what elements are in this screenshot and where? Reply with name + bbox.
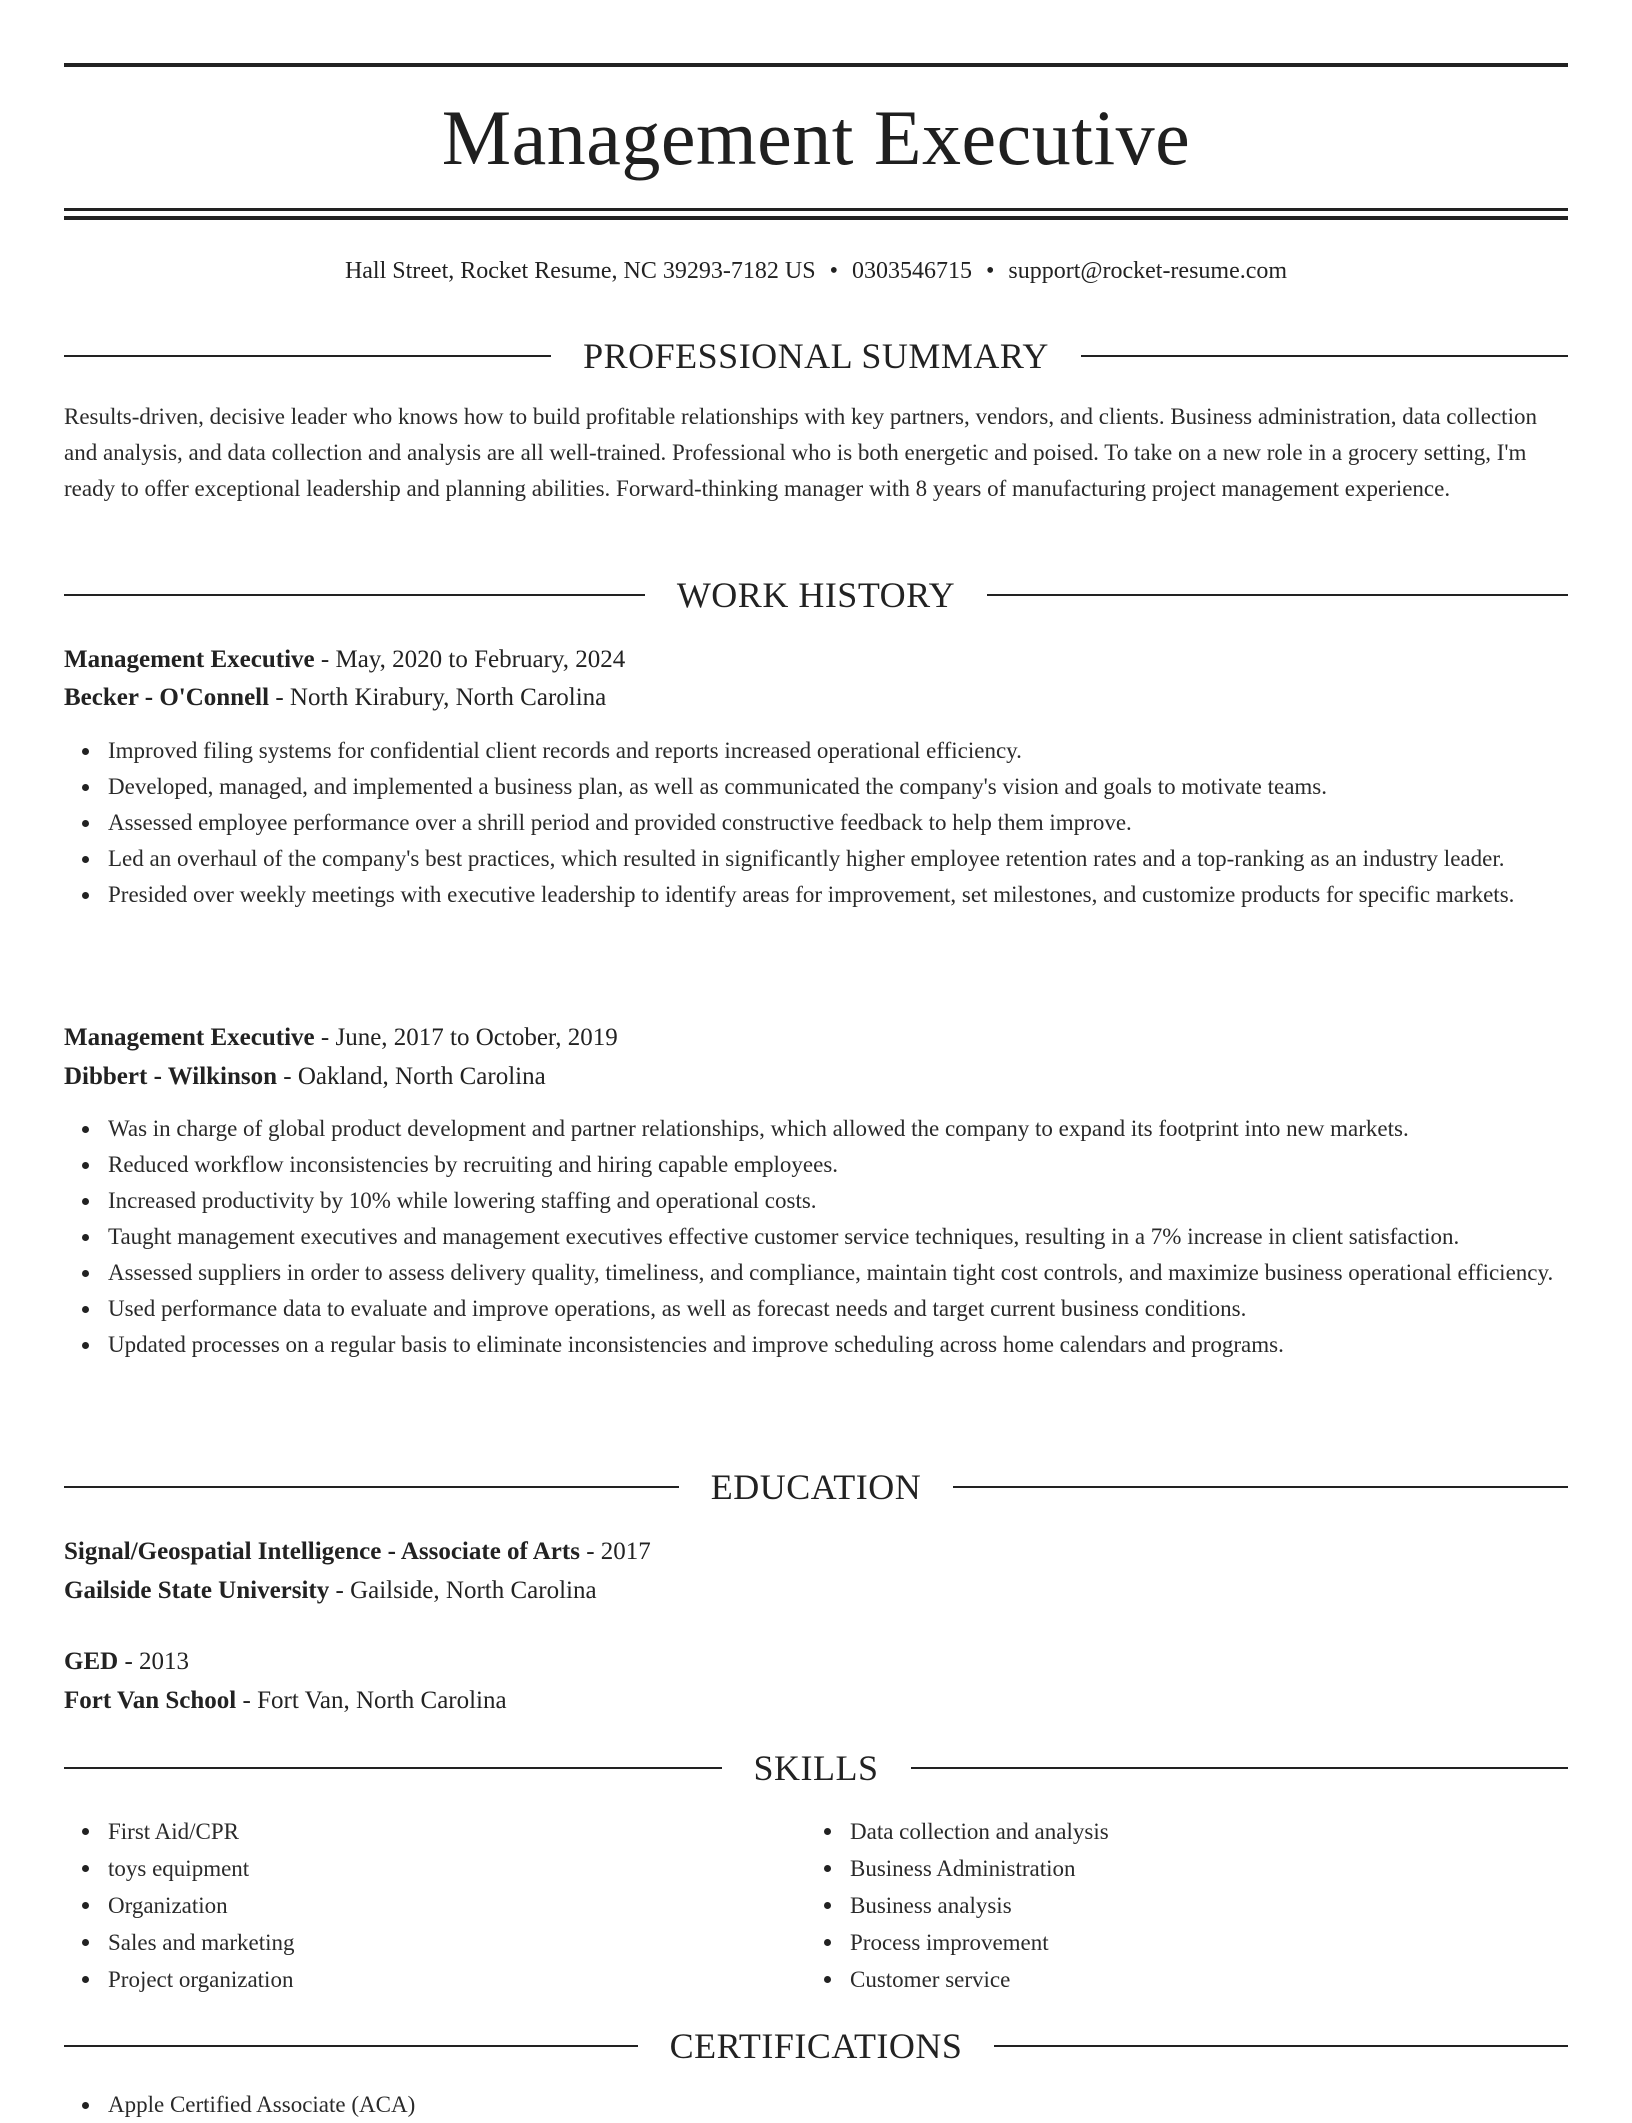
- education-degree-line: [64, 1532, 1568, 1571]
- contact-phone: 0303546715: [851, 258, 972, 284]
- job-title: Management Executive: [64, 646, 315, 673]
- heading-rule-right: [994, 2045, 1568, 2047]
- job-title-line: [64, 640, 1568, 679]
- education-degree: Signal/Geospatial Intelligence - Associate of Arts: [64, 1538, 580, 1565]
- list-item: Data collection and analysis: [850, 1813, 1550, 1850]
- list-item: Presided over weekly meetings with executive leadership to identify areas for improvement, set milestones, and customize products for specific markets.: [108, 877, 1568, 913]
- job-company: Dibbert - Wilkinson: [64, 1063, 278, 1090]
- job-dates: - June, 2017 to October, 2019: [314, 1024, 618, 1051]
- contact-separator: •: [985, 258, 995, 284]
- education-location: - Fort Van, North Carolina: [236, 1687, 507, 1714]
- list-item: Developed, managed, and implemented a business plan, as well as communicated the company's vision and goals to motivate teams.: [108, 769, 1568, 805]
- contact-address: Hall Street, Rocket Resume, NC 39293-7182 US: [344, 258, 816, 284]
- job-bullets: [64, 1111, 1568, 1363]
- list-item: Assessed suppliers in order to assess delivery quality, timeliness, and compliance, maintain tight cost controls, and maximize business operational efficiency.: [108, 1255, 1568, 1291]
- list-item: Business Administration: [850, 1850, 1550, 1887]
- job-company-line: [64, 1057, 1568, 1096]
- section-title: EDUCATION: [710, 1467, 922, 1507]
- skills-heading: [64, 1746, 1568, 1790]
- section-title: PROFESSIONAL SUMMARY: [583, 336, 1049, 376]
- header-rule-upper: [64, 208, 1568, 211]
- job-location: - North Kirabury, North Carolina: [269, 684, 607, 711]
- heading-rule-left: [64, 594, 645, 596]
- contact-email: support@rocket-resume.com: [1008, 258, 1288, 284]
- summary-heading: [64, 334, 1568, 378]
- list-item: Assessed employee performance over a shrill period and provided constructive feedback to help them improve.: [108, 805, 1568, 841]
- list-item: First Aid/CPR: [108, 1813, 808, 1850]
- list-item: Led an overhaul of the company's best practices, which resulted in significantly higher employee retention rates and a top-ranking as an industry leader.: [108, 841, 1568, 877]
- education-location: - Gailside, North Carolina: [329, 1577, 597, 1604]
- list-item: Increased productivity by 10% while lowering staffing and operational costs.: [108, 1183, 1568, 1219]
- heading-rule-left: [64, 2045, 638, 2047]
- education-school-line: [64, 1571, 1568, 1610]
- list-item: Reduced workflow inconsistencies by recruiting and hiring capable employees.: [108, 1147, 1568, 1183]
- list-item: Updated processes on a regular basis to eliminate inconsistencies and improve scheduling across home calendars and programs.: [108, 1327, 1568, 1363]
- list-item: Improved filing systems for confidential client records and reports increased operational efficiency.: [108, 733, 1568, 769]
- heading-rule-right: [911, 1767, 1569, 1769]
- section-title: WORK HISTORY: [676, 575, 956, 615]
- job-title-line: [64, 1018, 1568, 1057]
- job-title: Management Executive: [64, 1024, 315, 1051]
- education-year: - 2013: [118, 1648, 190, 1675]
- section-title: CERTIFICATIONS: [669, 2026, 963, 2066]
- education-school-line: [64, 1681, 1568, 1720]
- job-dates: - May, 2020 to February, 2024: [314, 646, 626, 673]
- job-bullets: [64, 733, 1568, 913]
- summary-text: Results-driven, decisive leader who knows how to build profitable relationships with key partners, vendors, and clients. Business administration, data collection and analysis, and data collection and analysis are all well-trained. Professional who is both energetic and poised. To take on a new role in a grocery setting, I'm ready to offer exceptional leadership and planning abilities. Forward-thinking manager with 8 years of manufacturing project management experience.: [64, 404, 1537, 501]
- job-company: Becker - O'Connell: [64, 684, 270, 711]
- header-rule-lower: [64, 216, 1568, 220]
- heading-rule-left: [64, 355, 551, 357]
- list-item: Used performance data to evaluate and improve operations, as well as forecast needs and target current business conditions.: [108, 1291, 1568, 1327]
- list-item: toys equipment: [108, 1850, 808, 1887]
- heading-rule-right: [987, 594, 1568, 596]
- heading-rule-right: [1081, 355, 1568, 357]
- list-item: Sales and marketing: [108, 1924, 808, 1961]
- list-item: Taught management executives and management executives effective customer service techniques, resulting in a 7% increase in client satisfaction.: [108, 1219, 1568, 1255]
- education-school: Fort Van School: [64, 1687, 237, 1714]
- certifications-list: [64, 2087, 1568, 2123]
- section-title: SKILLS: [753, 1748, 879, 1788]
- job-location: - Oakland, North Carolina: [277, 1063, 546, 1090]
- list-item: Project organization: [108, 1961, 808, 1998]
- heading-rule-right: [953, 1486, 1568, 1488]
- list-item: Customer service: [850, 1961, 1550, 1998]
- list-item: Business analysis: [850, 1887, 1550, 1924]
- list-item: Apple Certified Associate (ACA): [108, 2087, 1568, 2123]
- education-heading: [64, 1465, 1568, 1509]
- heading-rule-left: [64, 1767, 722, 1769]
- skills-list-right: [806, 1813, 1550, 1998]
- list-item: Process improvement: [850, 1924, 1550, 1961]
- contact-line: [64, 255, 1568, 287]
- candidate-name: Management Executive: [441, 94, 1191, 181]
- work-heading: [64, 573, 1568, 617]
- job-company-line: [64, 678, 1568, 717]
- heading-rule-left: [64, 1486, 679, 1488]
- education-degree-line: [64, 1642, 1568, 1681]
- skills-list-left: [64, 1813, 808, 1998]
- education-school: Gailside State University: [64, 1577, 330, 1604]
- top-rule: [64, 63, 1568, 67]
- contact-separator: •: [829, 258, 838, 284]
- education-year: - 2017: [579, 1538, 651, 1565]
- certifications-heading: [64, 2024, 1568, 2068]
- list-item: Organization: [108, 1887, 808, 1924]
- list-item: Was in charge of global product development and partner relationships, which allowed the company to expand its footprint into new markets.: [108, 1111, 1568, 1147]
- education-degree: GED: [64, 1648, 119, 1675]
